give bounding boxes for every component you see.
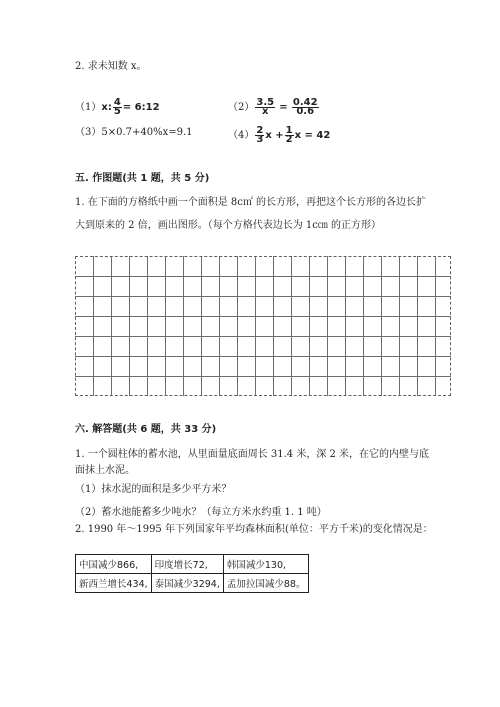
q2-problem-2-left-num: 3.5 <box>256 97 275 108</box>
table-row <box>76 555 309 574</box>
section-6-q2-line: 2. 1990 年～1995 年下列国家年平均森林面积(单位：平方千米)的变化情况是： <box>75 524 433 535</box>
section-5-title: 五. 作图题(共 1 题，共 5 分) <box>75 173 210 184</box>
forest-area-table <box>75 554 309 593</box>
q2-problem-2-left-den: x <box>262 106 269 117</box>
q2-problem-4-f1-num: 2 <box>256 125 264 136</box>
q2-problem-2-left-fraction <box>255 99 275 116</box>
table-cell: 泰国减少3294, <box>151 574 223 593</box>
q2-problem-2-equals: = <box>279 102 288 113</box>
q2-problem-1-fraction <box>113 99 122 116</box>
q2-problem-4-f1-den: 3 <box>256 134 264 145</box>
q2-problem-2-right-fraction <box>292 99 319 116</box>
q2-problem-4-f2-den: 2 <box>285 134 293 145</box>
section-5-q1-line-2: 大到原来的 2 倍，画出图形。（每个方格代表边长为 1c㎝ 的正方形） <box>75 220 382 231</box>
q2-problem-2 <box>228 99 320 116</box>
table-row <box>76 574 309 593</box>
q2-problem-4 <box>228 127 330 144</box>
table-cell: 孟加拉国减少88。 <box>223 574 309 593</box>
section-5-q1-line-1: 1. 在下面的方格纸中画一个面积是 8c㎡ 的长方形，再把这个长方形的各边长扩 <box>75 197 427 208</box>
section-6-q1-line-2: 面抹上水泥。 <box>75 465 135 476</box>
q2-problem-1-a: x: <box>101 102 112 113</box>
section-6-title: 六. 解答题(共 6 题，共 33 分) <box>75 424 217 435</box>
drawing-grid[interactable] <box>75 256 451 396</box>
q2-problem-2-label: （2） <box>228 102 255 113</box>
table-cell: 中国减少866, <box>76 555 152 574</box>
section-6-q1-sub-1: （1）抹水泥的面积是多少平方米？ <box>75 484 232 495</box>
q2-problem-2-right-num: 0.42 <box>292 97 318 108</box>
q2-problem-1-fraction-den: 5 <box>113 106 121 117</box>
q2-problem-3: （3）5×0.7+40%x=9.1 <box>75 127 193 138</box>
q2-problem-4-fraction-1 <box>255 127 264 144</box>
q2-problem-4-fraction-2 <box>285 127 294 144</box>
q2-problem-4-f2-num: 1 <box>285 125 293 136</box>
q2-problem-1-fraction-num: 4 <box>113 97 121 108</box>
q2-problem-4-mid: x + <box>265 130 284 141</box>
q2-problem-1-b: = 6:12 <box>122 102 160 113</box>
section-6-q1-sub-2: （2）蓄水池能蓄多少吨水？（每立方米水约重 1. 1 吨） <box>75 507 327 518</box>
q2-heading: 2. 求未知数 x。 <box>75 61 147 72</box>
q2-problem-1-label: （1） <box>75 102 102 113</box>
table-cell: 印度增长72, <box>151 555 223 574</box>
table-cell: 新西兰增长434, <box>76 574 152 593</box>
q2-problem-4-end: x = 42 <box>294 130 331 141</box>
q2-problem-4-label: （4） <box>228 130 255 141</box>
q2-problem-1 <box>75 99 160 116</box>
section-6-q1-line-1: 1. 一个圆柱体的蓄水池，从里面量底面周长 31.4 米，深 2 米，在它的内壁与底 <box>75 449 430 460</box>
table-cell: 韩国减少130, <box>223 555 309 574</box>
q2-problem-2-right-den: 0.6 <box>296 106 315 117</box>
